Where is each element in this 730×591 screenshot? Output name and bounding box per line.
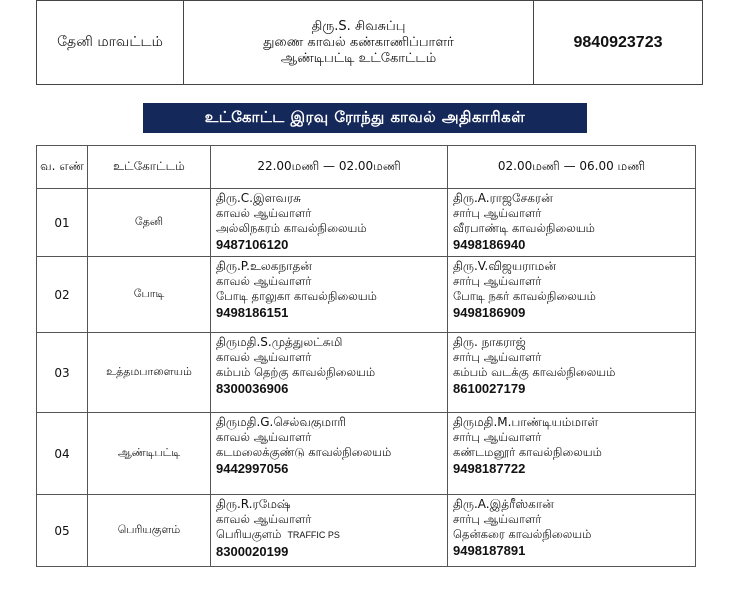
station-name: அல்லிநகரம் காவல்நிலையம் [216,221,367,235]
row-number: 04 [37,413,88,495]
shift1-officer-cell [211,189,448,257]
officer-designation: துணை காவல் கண்காணிப்பாளர் [263,34,454,50]
row-subdivision: உத்தமபாளையம் [88,333,211,413]
row-subdivision: பெரியகுளம் [88,495,211,567]
officer-name: திரு. நாகராஜ் [453,335,526,349]
shift2-officer-cell [448,413,696,495]
station-tag: TRAFFIC PS [287,530,340,540]
officer-phone: 9487106120 [216,237,289,252]
officer-station [216,289,447,304]
shift1-officer-cell [211,413,448,495]
officer-name: திரு.S. சிவசுப்பு [311,18,406,34]
table-row [37,189,696,257]
officer-station [216,221,447,236]
officer-phone: 8610027179 [453,381,526,396]
officer-name: திரு.A.ராஜசேகரன் [453,191,553,205]
officer-designation: சார்பு ஆய்வாளர் [453,512,542,526]
officer-phone: 9442997056 [216,461,289,476]
officer-phone: 9498187722 [453,461,526,476]
header-table [36,0,703,85]
station-name: கம்பம் தெற்கு காவல்நிலையம் [216,365,376,379]
officer-phone: 9498186909 [453,305,526,320]
row-number: 01 [37,189,88,257]
officer-designation: சார்பு ஆய்வாளர் [453,206,542,220]
district-cell [37,1,184,85]
row-number: 05 [37,495,88,567]
officer-name: திருமதி.M.பாண்டியம்மாள் [453,415,599,429]
section-banner: உட்கோட்ட இரவு ரோந்து காவல் அதிகாரிகள் [143,103,587,133]
officer-designation: காவல் ஆய்வாளர் [216,512,312,526]
header-shift2: 02.00மணி — 06.00 மணி [448,146,696,189]
officer-station [453,221,695,236]
officer-station [216,445,447,460]
shift2-officer-cell [448,257,696,333]
station-name: போடி தாலுகா காவல்நிலையம் [216,289,377,303]
officer-designation: காவல் ஆய்வாளர் [216,206,312,220]
officer-designation: சார்பு ஆய்வாளர் [453,430,542,444]
row-subdivision: தேனி [88,189,211,257]
station-name: போடி நகர் காவல்நிலையம் [453,289,596,303]
shift1-officer-cell [211,257,448,333]
table-row [37,333,696,413]
station-name: பெரியகுளம் [216,527,282,541]
officer-designation: காவல் ஆய்வாளர் [216,350,312,364]
officer-name: திரு.A.இத்ரீஸ்கான் [453,497,554,511]
officer-designation: காவல் ஆய்வாளர் [216,274,312,288]
officer-designation: காவல் ஆய்வாளர் [216,430,312,444]
officer-designation: சார்பு ஆய்வாளர் [453,274,542,288]
patrol-table [36,145,696,567]
station-name: கண்டமனூர் காவல்நிலையம் [453,445,602,459]
officer-cell [184,1,534,85]
header-subdivision: உட்கோட்டம் [88,146,211,189]
row-number: 03 [37,333,88,413]
officer-phone: 9498186940 [453,237,526,252]
station-name: வீரபாண்டி காவல்நிலையம் [453,221,595,235]
row-subdivision: ஆண்டிபட்டி [88,413,211,495]
shift2-officer-cell [448,189,696,257]
officer-name: திருமதி.S.முத்துலட்சுமி [216,335,343,349]
station-name: தென்கரை காவல்நிலையம் [453,527,592,541]
officer-station [453,445,695,460]
table-row [37,413,696,495]
shift2-officer-cell [448,495,696,567]
officer-station [453,289,695,304]
officer-subdivision: ஆண்டிபட்டி உட்கோட்டம் [280,50,437,66]
officer-phone: 9498186151 [216,305,289,320]
officer-name: திரு.V.விஜயராமன் [453,259,556,273]
station-name: கடமலைக்குண்டு காவல்நிலையம் [216,445,392,459]
district-name: தேனி மாவட்டம் [57,33,163,50]
phone-cell [534,1,703,85]
officer-name: திரு.R.ரமேஷ் [216,497,291,511]
shift1-officer-cell [211,333,448,413]
station-name: கம்பம் வடக்கு காவல்நிலையம் [453,365,616,379]
officer-name: திரு.P.உலகநாதன் [216,259,312,273]
header-serial: வ. எண் [37,146,88,189]
shift2-officer-cell [448,333,696,413]
table-row [37,257,696,333]
officer-phone: 9498187891 [453,543,526,558]
officer-phone: 8300020199 [216,544,289,559]
officer-station [453,365,695,380]
officer-phone: 9840923723 [573,33,663,51]
row-subdivision: போடி [88,257,211,333]
officer-phone: 8300036906 [216,381,289,396]
officer-station [216,365,447,380]
row-number: 02 [37,257,88,333]
table-header-row [37,146,696,189]
officer-name: திருமதி.G.செல்வகுமாரி [216,415,346,429]
header-shift1: 22.00மணி — 02.00மணி [211,146,448,189]
officer-name: திரு.C.இளவரசு [216,191,301,205]
shift1-officer-cell [211,495,448,567]
officer-designation: சார்பு ஆய்வாளர் [453,350,542,364]
officer-station [216,527,447,543]
officer-station [453,527,695,542]
table-row [37,495,696,567]
